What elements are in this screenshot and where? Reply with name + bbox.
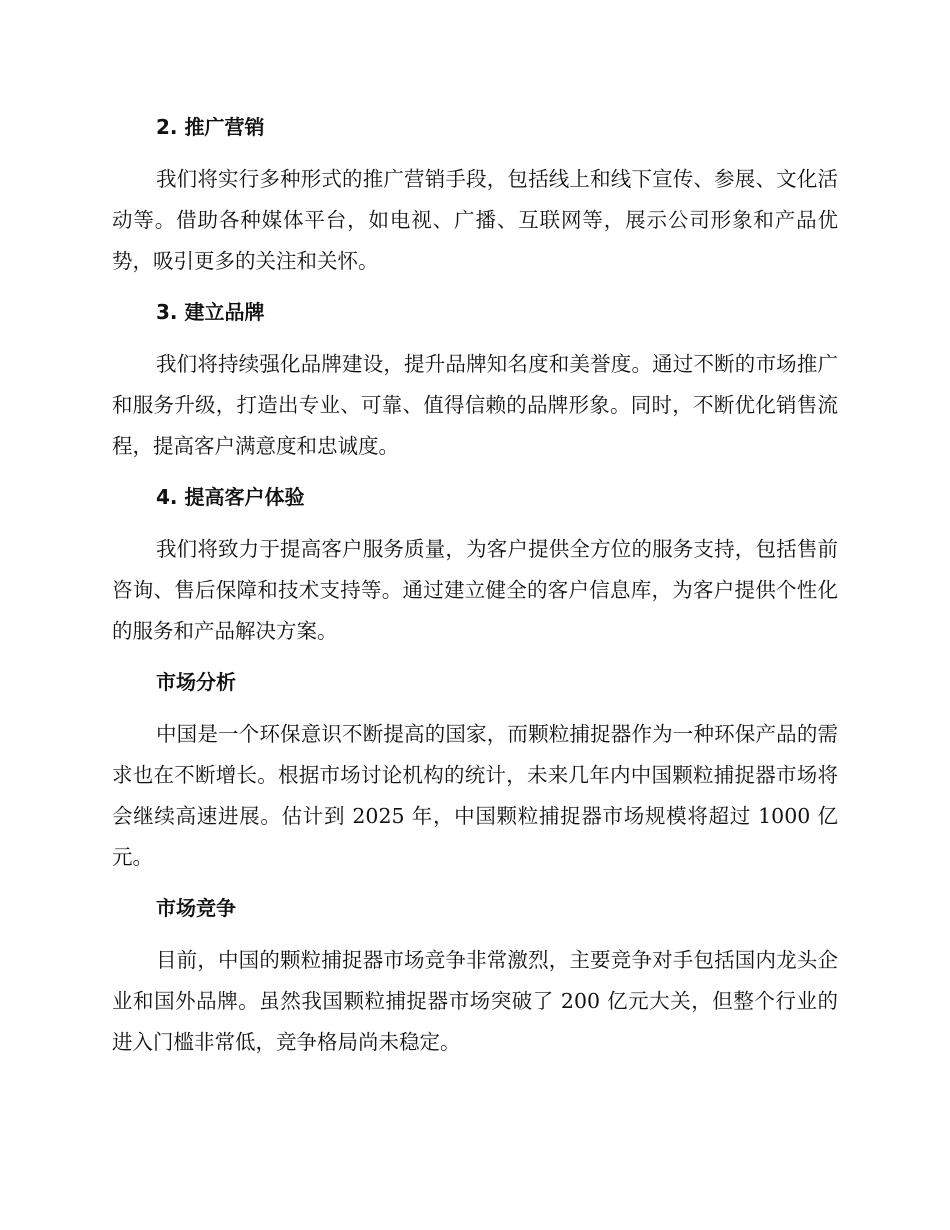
section-heading-brand: 3. 建立品牌 [156,300,265,324]
section-paragraph-customer-experience: 我们将致力于提高客户服务质量，为客户提供全方位的服务支持，包括售前咨询、售后保障和技术支持等。通过建立健全的客户信息库，为客户提供个性化的服务和产品解决方案。 [112,537,838,643]
section-paragraph-market-analysis: 中国是一个环保意识不断提高的国家，而颗粒捕捉器作为一种环保产品的需求也在不断增长。根据市场讨论机构的统计，未来几年内中国颗粒捕捉器市场将会继续高速进展。估计到 2025 年，中国颗粒捕捉器市场规模将超过 1000 亿元。 [112,722,838,869]
section-paragraph-market-competition: 目前，中国的颗粒捕捉器市场竞争非常激烈，主要竞争对手包括国内龙头企业和国外品牌。虽然我国颗粒捕捉器市场突破了 200 亿元大关，但整个行业的进入门槛非常低，竞争格局尚未稳定。 [112,948,838,1054]
section-heading-promotion: 2. 推广营销 [156,115,265,139]
section-heading-market-analysis: 市场分析 [156,670,236,694]
section-heading-market-competition: 市场竞争 [156,896,236,920]
section-paragraph-brand: 我们将持续强化品牌建设，提升品牌知名度和美誉度。通过不断的市场推广和服务升级，打造出专业、可靠、值得信赖的品牌形象。同时，不断优化销售流程，提高客户满意度和忠诚度。 [112,352,838,458]
document-page [112,107,838,1073]
section-paragraph-promotion: 我们将实行多种形式的推广营销手段，包括线上和线下宣传、参展、文化活动等。借助各种媒体平台，如电视、广播、互联网等，展示公司形象和产品优势，吸引更多的关注和关怀。 [112,167,838,273]
section-heading-customer-experience: 4. 提高客户体验 [156,485,305,509]
